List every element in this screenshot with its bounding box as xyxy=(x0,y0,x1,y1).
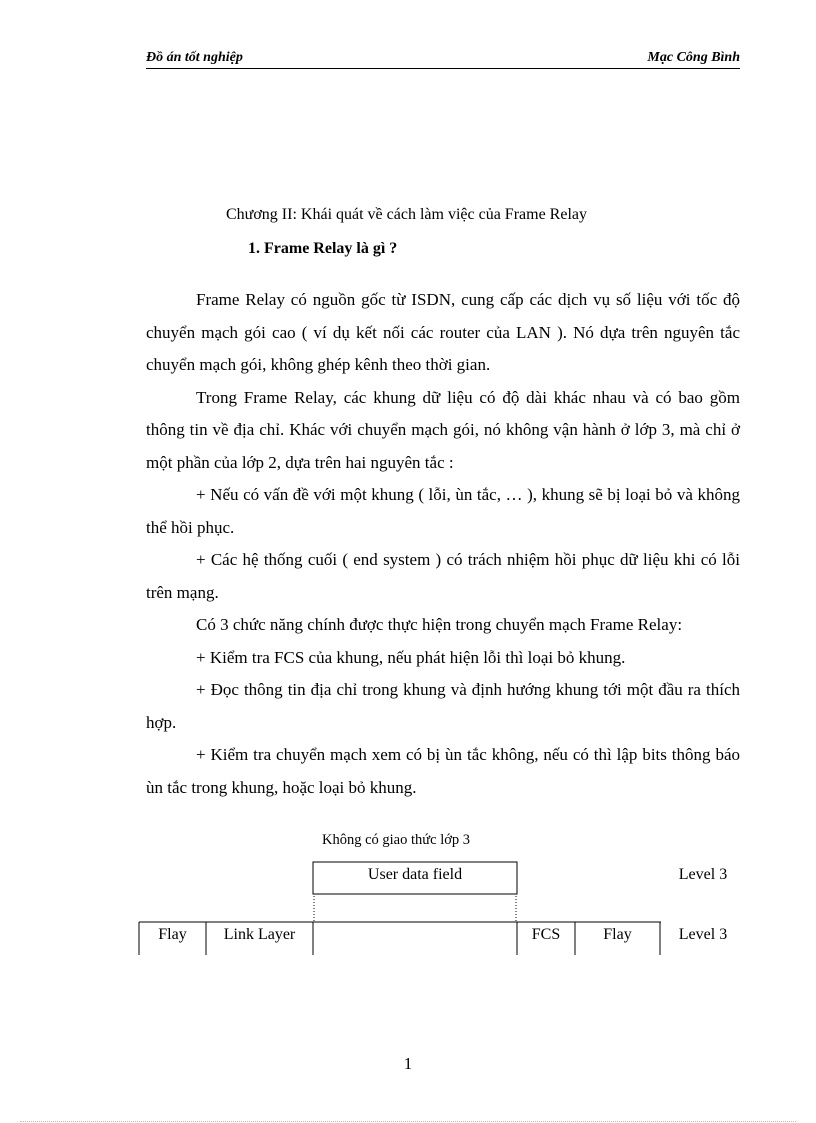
frame-cell-flag-start: Flay xyxy=(158,926,187,943)
user-data-field-label: User data field xyxy=(367,866,463,883)
paragraph: + Các hệ thống cuối ( end system ) có trách nhiệm hồi phục dữ liệu khi có lỗi trên mạng. xyxy=(146,550,740,602)
header-right-text: Mạc Công Bình xyxy=(647,50,740,65)
header-left-text: Đồ án tốt nghiệp xyxy=(146,50,243,65)
footer-divider xyxy=(20,1121,796,1122)
paragraph: + Kiểm tra FCS của khung, nếu phát hiện lỗi thì loại bỏ khung. xyxy=(196,647,626,667)
page-number: 1 xyxy=(403,1054,413,1073)
level-label-top: Level 3 xyxy=(678,866,728,883)
level-label-bottom: Level 3 xyxy=(678,926,728,943)
paragraph: Có 3 chức năng chính được thực hiện trong chuyển mạch Frame Relay: xyxy=(196,615,683,634)
paragraph: + Kiểm tra chuyển mạch xem có bị ùn tắc không, nếu có thì lập bits thông báo ùn tắc trong khung, hoặc loại bỏ khung. xyxy=(146,745,740,797)
frame-cell-link-layer: Link Layer xyxy=(223,926,296,943)
frame-cell-flag-end: Flay xyxy=(603,926,632,943)
section-title: 1. Frame Relay là gì ? xyxy=(248,240,398,257)
diagram-caption: Không có giao thức lớp 3 xyxy=(322,832,471,848)
frame-cell-fcs: FCS xyxy=(531,926,561,943)
paragraph: Frame Relay có nguồn gốc từ ISDN, cung cấp các dịch vụ số liệu với tốc độ chuyển mạch gói cao ( ví dụ kết nối các router của LAN ). Nó dựa trên nguyên tắc chuyển mạch gói, không ghép kênh theo thời gian. xyxy=(146,290,740,374)
chapter-title: Chương II: Khái quát về cách làm việc của Frame Relay xyxy=(226,206,587,223)
paragraph: + Nếu có vấn đề với một khung ( lỗi, ùn tắc, … ), khung sẽ bị loại bỏ và không thể hồi phục. xyxy=(146,485,740,537)
paragraph: + Đọc thông tin địa chỉ trong khung và định hướng khung tới một đầu ra thích hợp. xyxy=(146,680,740,732)
paragraph: Trong Frame Relay, các khung dữ liệu có độ dài khác nhau và có bao gồm thông tin về địa chỉ. Khác với chuyển mạch gói, nó không vận hành ở lớp 3, mà chỉ ở một phần của lớp 2, dựa trên hai nguyên tắc : xyxy=(146,387,740,472)
